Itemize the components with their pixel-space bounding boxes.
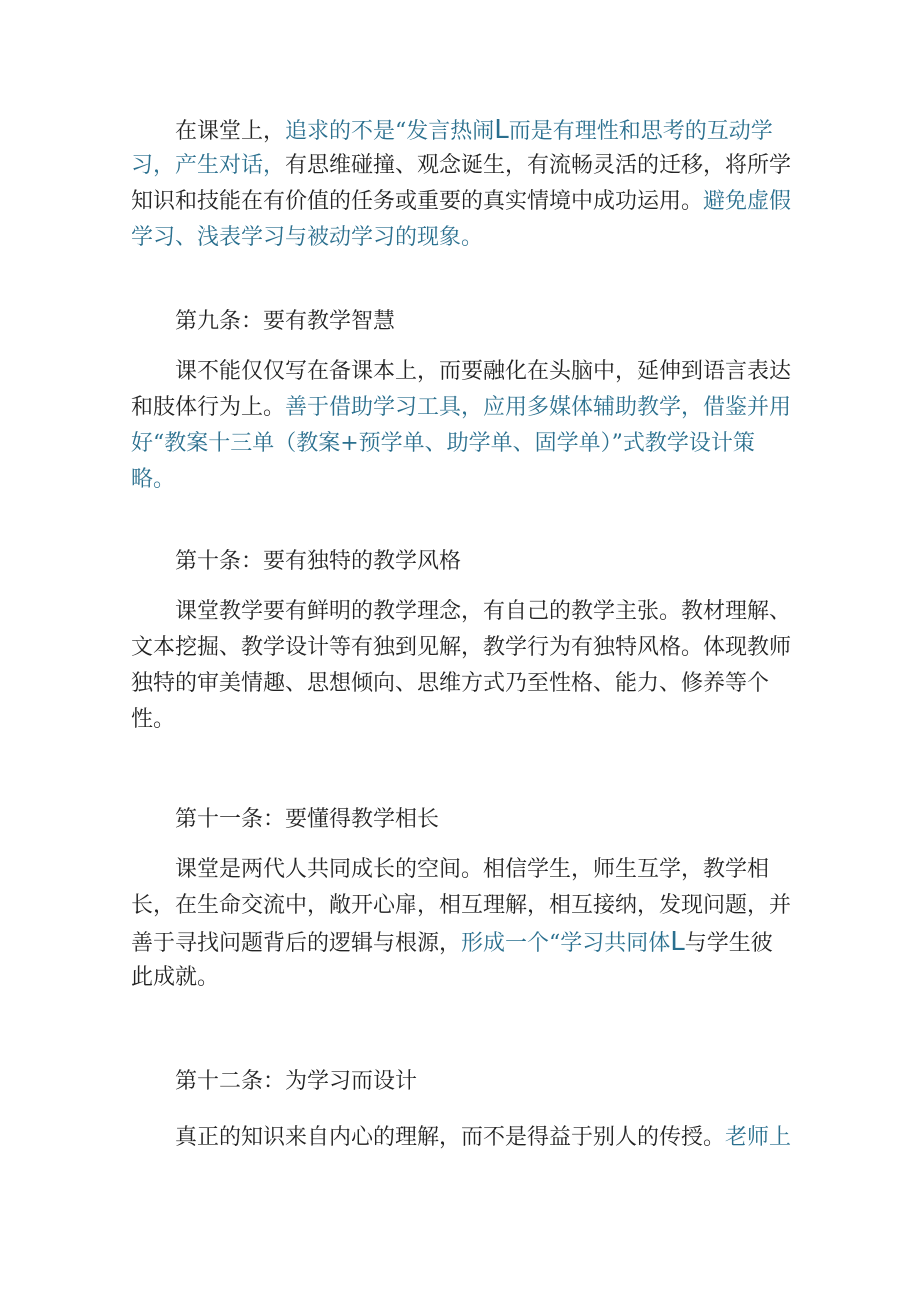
highlighted-text: 追求的不是“发言热闹 [285,119,495,144]
highlighted-text: 而是有理性和思考的互动学 [508,119,773,144]
text: 此成就。 [131,965,220,990]
ocr-artifact-l: L [494,115,509,145]
section-heading-9: 第九条：要有教学智慧 [175,309,396,334]
highlighted-text: 习，产生对话， [131,153,286,178]
text: 与学生彼 [684,931,773,956]
highlighted-text: 形成一个“学习共同体 [461,931,671,956]
paragraph-mutual-growth [131,852,791,996]
paragraph-teaching-wisdom [131,354,791,498]
text: 善于寻找问题背后的逻辑与根源， [131,931,462,956]
text: 知识和技能在有价值的任务或重要的真实情境中成功运用。 [131,189,704,214]
section-heading-12: 第十二条：为学习而设计 [175,1069,418,1094]
section-heading-11: 第十一条：要懂得教学相长 [175,807,440,832]
text: 性。 [131,707,176,732]
highlighted-text: 略。 [131,467,176,492]
text: 文本挖掘、教学设计等有独到见解，教学行为有独特风格。体现教师 [131,635,792,660]
ocr-artifact-l: L [670,927,685,957]
text: 课不能仅仅写在备课本上，而要融化在头脑中，延伸到语言表达 [175,359,792,384]
text: 课堂教学要有鲜明的教学理念，有自己的教学主张。教材理解、 [175,599,792,624]
paragraph-teaching-style [131,594,791,738]
text: 独特的审美情趣、思想倾向、思维方式乃至性格、能力、修养等个 [131,671,770,696]
highlighted-text: 避免虚假 [703,189,792,214]
text: 和肢体行为上。 [131,395,286,420]
text: 真正的知识来自内心的理解，而不是得益于别人的传授。 [175,1125,726,1150]
section-heading-10: 第十条：要有独特的教学风格 [175,549,462,574]
highlighted-text: 好“教案十三单（教案+预学单、助学单、固学单）”式教学设计策 [131,431,755,456]
text: 在课堂上， [175,119,286,144]
text: 长，在生命交流中，敞开心扉，相互理解，相互接纳，发现问题，并 [131,893,792,918]
highlighted-text: 学习、浅表学习与被动学习的现象。 [131,225,484,250]
paragraph-classroom-interaction [131,112,791,256]
text: 课堂是两代人共同成长的空间。相信学生，师生互学，教学相 [175,857,770,882]
text: 有思维碰撞、观念诞生，有流畅灵活的迁移，将所学 [285,153,792,178]
highlighted-text: 老师上 [725,1125,792,1150]
paragraph-design-for-learning [131,1120,791,1156]
highlighted-text: 善于借助学习工具，应用多媒体辅助教学，借鉴并用 [285,395,792,420]
